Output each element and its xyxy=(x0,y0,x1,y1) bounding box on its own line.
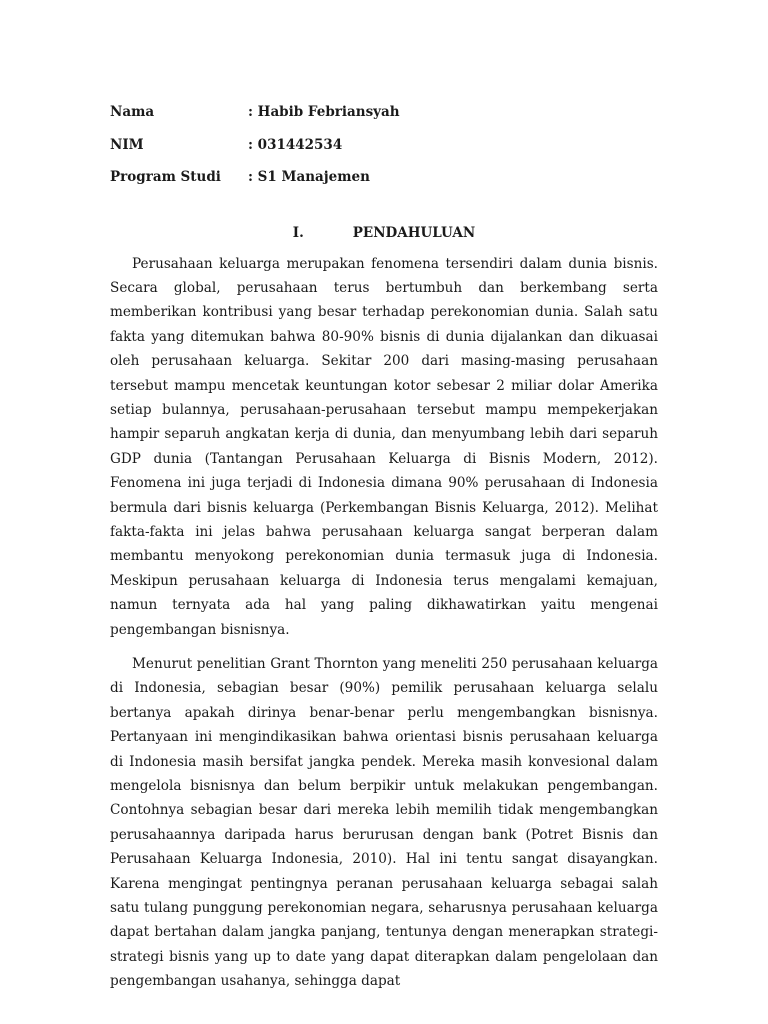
section-number: I. xyxy=(292,224,304,241)
document-page xyxy=(110,96,658,994)
paragraph-1: Perusahaan keluarga merupakan fenomena tersendiri dalam dunia bisnis. Secara global, perusahaan terus bertumbuh dan berkembang serta memberikan kontribusi yang besar terhadap perekonomian dunia. Salah satu fakta yang ditemukan bahwa 80-90% bisnis di dunia dijalankan dan dikuasai oleh perusahaan keluarga. Sekitar 200 dari masing-masing perusahaan tersebut mampu mencetak keuntungan kotor sebesar 2 miliar dolar Amerika setiap bulannya, perusahaan-perusahaan tersebut mampu mempekerjakan hampir separuh angkatan kerja di dunia, dan menyumbang lebih dari separuh GDP dunia (Tantangan Perusahaan Keluarga di Bisnis Modern, 2012). Fenomena ini juga terjadi di Indonesia dimana 90% perusahaan di Indonesia bermula dari bisnis keluarga (Perkembangan Bisnis Keluarga, 2012). Melihat fakta-fakta ini jelas bahwa perusahaan keluarga sangat berperan dalam membantu menyokong perekonomian dunia termasuk juga di Indonesia. Meskipun perusahaan keluarga di Indonesia terus mengalami kemajuan, namun ternyata ada hal yang paling dikhawatirkan yaitu mengenai pengembangan bisnisnya. xyxy=(110,255,658,638)
info-row-nim xyxy=(110,129,658,162)
info-label-nim: NIM xyxy=(110,136,144,153)
info-value-nama: : Habib Febriansyah xyxy=(248,104,400,120)
info-value-program-studi: : S1 Manajemen xyxy=(248,169,370,185)
info-label-nama: Nama xyxy=(110,104,155,120)
student-info-block xyxy=(110,96,658,194)
paragraph-2: Menurut penelitian Grant Thornton yang meneliti 250 perusahaan keluarga di Indonesia, sebagian besar (90%) pemilik perusahaan keluarga selalu bertanya apakah dirinya benar-benar perlu mengembangkan bisnisnya. Pertanyaan ini mengindikasikan bahwa orientasi bisnis perusahaan keluarga di Indonesia masih bersifat jangka pendek. Mereka masih konvesional dalam mengelola bisnisnya dan belum berpikir untuk melakukan pengembangan. Contohnya sebagian besar dari mereka lebih memilih tidak mengembangkan perusahaannya daripada harus berurusan dengan bank (Potret Bisnis dan Perusahaan Keluarga Indonesia, 2010). Hal ini tentu sangat disayangkan. Karena mengingat pentingnya peranan perusahaan keluarga sebagai salah satu tulang punggung perekonomian negara, seharusnya perusahaan keluarga dapat bertahan dalam jangka panjang, tentunya dengan menerapkan strategi-strategi bisnis yang up to date yang dapat diterapkan dalam pengelolaan dan pengembangan usahanya, sehingga dapat xyxy=(110,656,658,990)
section-title: PENDAHULUAN xyxy=(352,224,476,241)
info-row-program-studi xyxy=(110,161,658,194)
info-label-program-studi: Program Studi xyxy=(110,169,221,185)
info-row-nama xyxy=(110,96,658,129)
info-value-nim: : 031442534 xyxy=(248,136,343,153)
section-heading xyxy=(110,218,658,248)
